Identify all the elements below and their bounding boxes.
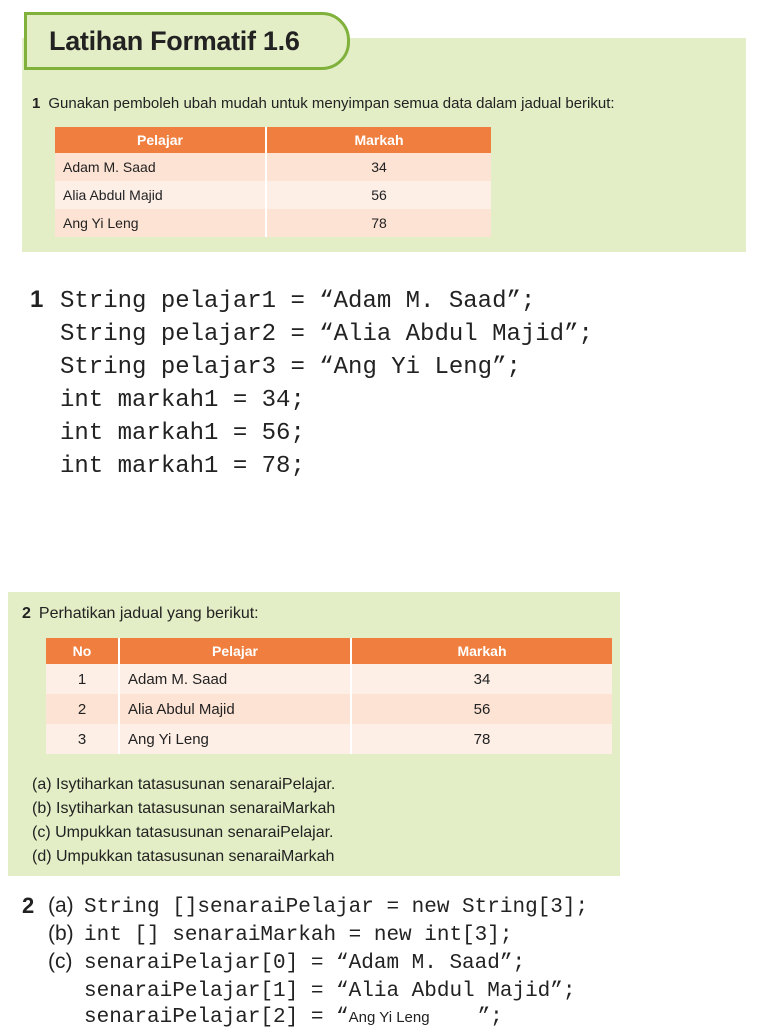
table-row — [55, 153, 491, 181]
part-a: (a) Isytiharkan tatasusunan senaraiPelajar. — [32, 776, 336, 793]
answer-1-line-6: int markah1 = 78; — [60, 453, 305, 480]
answer-2c-code-3-name: Ang Yi Leng — [348, 1009, 430, 1026]
answer-2-number: 2 — [22, 893, 35, 918]
part-d: (d) Umpukkan tatasusunan senaraiMarkah — [32, 848, 335, 865]
table-row — [55, 209, 491, 237]
table-2-header-markah: Markah — [351, 638, 612, 664]
answer-2a-code: String []senaraiPelajar = new String[3]; — [84, 896, 589, 919]
answer-2c-code-3 — [84, 1006, 503, 1029]
answer-2c-code-1: senaraiPelajar[0] = “Adam M. Saad”; — [84, 952, 526, 975]
table-cell: Ang Yi Leng — [55, 209, 266, 237]
answer-2c-label: (c) — [48, 950, 73, 973]
table-cell: 1 — [46, 664, 119, 694]
table-cell: 56 — [351, 694, 612, 724]
table-row — [55, 181, 491, 209]
table-cell: Adam M. Saad — [119, 664, 351, 694]
page-title: Latihan Formatif 1.6 — [49, 25, 300, 56]
table-cell: 34 — [351, 664, 612, 694]
table-cell: Adam M. Saad — [55, 153, 266, 181]
answer-1-number: 1 — [30, 286, 44, 313]
answer-2b-code: int [] senaraiMarkah = new int[3]; — [84, 924, 513, 947]
answer-2b-label: (b) — [48, 922, 74, 945]
answer-2c-code-3-suffix: ”; — [477, 1006, 503, 1029]
answer-1-line-3: String pelajar3 = “Ang Yi Leng”; — [60, 354, 521, 381]
table-cell: 56 — [266, 181, 491, 209]
table-cell: Alia Abdul Majid — [119, 694, 351, 724]
table-cell: 34 — [266, 153, 491, 181]
question-2 — [22, 605, 259, 623]
table-2 — [46, 638, 612, 754]
answer-2a-label: (a) — [48, 894, 74, 917]
table-1-header-pelajar: Pelajar — [55, 127, 266, 153]
table-row — [46, 664, 612, 694]
table-cell: 3 — [46, 724, 119, 754]
question-1-number: 1 — [32, 95, 41, 112]
table-cell: 78 — [351, 724, 612, 754]
title-tab — [24, 12, 350, 70]
table-row — [46, 694, 612, 724]
question-2-number: 2 — [22, 605, 31, 622]
table-2-header-pelajar: Pelajar — [119, 638, 351, 664]
answer-1-line-1: String pelajar1 = “Adam M. Saad”; — [60, 288, 536, 315]
table-cell: Ang Yi Leng — [119, 724, 351, 754]
question-1 — [32, 95, 615, 112]
answer-1-line-5: int markah1 = 56; — [60, 420, 305, 447]
answer-2c-code-3-prefix: senaraiPelajar[2] = “ — [84, 1006, 349, 1029]
question-1-text: Gunakan pemboleh ubah mudah untuk menyimpan semua data dalam jadual berikut: — [48, 95, 615, 112]
answer-2c-code-2: senaraiPelajar[1] = “Alia Abdul Majid”; — [84, 980, 576, 1003]
question-2-text: Perhatikan jadual yang berikut: — [38, 605, 259, 622]
table-row — [46, 724, 612, 754]
part-c: (c) Umpukkan tatasusunan senaraiPelajar. — [32, 824, 334, 841]
answer-1-line-4: int markah1 = 34; — [60, 387, 305, 414]
table-cell: 2 — [46, 694, 119, 724]
table-1-header-markah: Markah — [266, 127, 491, 153]
answer-1-line-2: String pelajar2 = “Alia Abdul Majid”; — [60, 321, 593, 348]
table-cell: 78 — [266, 209, 491, 237]
table-2-header-no: No — [46, 638, 119, 664]
table-1 — [55, 127, 491, 237]
part-b: (b) Isytiharkan tatasusunan senaraiMarkah — [32, 800, 336, 817]
table-cell: Alia Abdul Majid — [55, 181, 266, 209]
